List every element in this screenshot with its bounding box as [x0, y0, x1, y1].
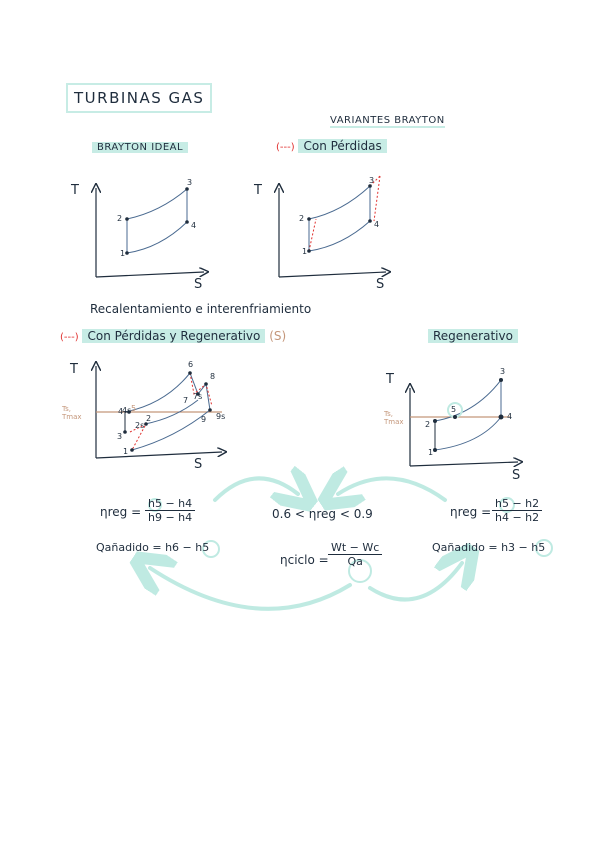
axis-s-2: S [376, 277, 385, 292]
pt-2: 2 [146, 414, 152, 423]
eff-left-fraction [145, 497, 195, 524]
reheat-heading: Recalentamiento e interenfriamiento [90, 302, 312, 316]
pt-1: 1 [120, 249, 126, 258]
con-perdidas-diagram [279, 176, 386, 277]
eff-right-label: ηreg = [450, 505, 492, 519]
eff-right-fraction [492, 497, 542, 524]
pt-4: 4 [118, 407, 124, 416]
pt-7: 7 [183, 396, 189, 405]
eff-right-den: h4 − h2 [495, 511, 540, 524]
curve-1-4 [309, 221, 370, 251]
combined-marker: (---) [60, 332, 79, 343]
regenerativo-heading: Regenerativo [428, 329, 518, 343]
page-title: TURBINAS GAS [66, 83, 212, 113]
s-axis [410, 462, 518, 466]
point-2 [125, 217, 129, 221]
point-2 [307, 217, 311, 221]
axis-t-1: T [71, 183, 79, 198]
combined-tag: (S) [269, 329, 287, 343]
pt-6: 6 [188, 360, 194, 369]
loss-marker: (---) [276, 142, 295, 153]
pt-3: 3 [187, 178, 193, 187]
pt-1: 1 [123, 447, 129, 456]
eff-center-num: Wt − Wc [328, 541, 382, 555]
pt-2: 2 [299, 214, 305, 223]
eff-right-num: h5 − h2 [492, 497, 542, 511]
s-axis [96, 452, 222, 458]
eff-center-label: ηciclo = [280, 553, 329, 567]
pt-7s: 7s [193, 392, 203, 401]
curve-2-3 [435, 380, 501, 421]
pt-5: 5 [131, 404, 137, 413]
pt-3: 3 [117, 432, 123, 441]
combined-label: Con Pérdidas y Regenerativo [82, 329, 265, 343]
axis-t-3: T [70, 362, 78, 377]
eff-left-den: h9 − h4 [148, 511, 193, 524]
eff-range: 0.6 < ηreg < 0.9 [272, 507, 373, 521]
t-max-label-right: Ts, Tmax [384, 410, 404, 426]
q-added-right: Qañadido = h3 − h5 [432, 541, 546, 554]
combined-diagram [96, 366, 222, 458]
curve-2-3 [309, 186, 370, 219]
pt-5: 5 [451, 405, 457, 414]
brayton-ideal-diagram [96, 187, 204, 277]
axis-s-3: S [194, 457, 203, 472]
pt-3: 3 [500, 367, 506, 376]
point-1 [125, 251, 129, 255]
eff-left-label: ηreg = [100, 505, 142, 519]
point-4 [368, 219, 372, 223]
eff-left-num: h5 − h4 [145, 497, 195, 511]
pt-1: 1 [302, 247, 308, 256]
pt-2: 2 [425, 420, 431, 429]
t-max-label-left: Ts, Tmax [62, 405, 82, 421]
con-perdidas-label: Con Pérdidas [298, 139, 386, 153]
curve-1-4 [127, 222, 187, 253]
curve-1-4 [435, 417, 501, 450]
point-1 [307, 249, 311, 253]
point-3 [185, 187, 189, 191]
brayton-ideal-heading: BRAYTON IDEAL [92, 142, 188, 153]
pt-1: 1 [428, 448, 434, 457]
axis-t-2: T [254, 183, 262, 198]
pt-2: 2 [117, 214, 123, 223]
loss-line-3-4 [374, 176, 380, 221]
pt-4s: 4s [122, 406, 132, 415]
pt-2s: 2s [135, 421, 145, 430]
pt-8: 8 [210, 372, 216, 381]
loss-line-1-2 [309, 219, 316, 251]
axis-s-1: S [194, 277, 203, 292]
pt-9: 9 [201, 415, 207, 424]
curve-2-3 [127, 189, 187, 219]
variants-heading: VARIANTES BRAYTON [330, 115, 445, 126]
eff-center-fraction [328, 541, 382, 568]
pt-3: 3 [369, 176, 375, 185]
pt-4: 4 [507, 412, 513, 421]
pt-9s: 9s [216, 412, 226, 421]
point-4 [185, 220, 189, 224]
eff-center-den: Qa [347, 555, 363, 568]
axis-t-4: T [386, 372, 394, 387]
q-added-left: Qañadido = h6 − h5 [96, 541, 210, 554]
s-axis [96, 272, 204, 277]
pt-4: 4 [374, 220, 380, 229]
pt-4: 4 [191, 221, 197, 230]
s-axis [279, 272, 386, 277]
axis-s-4: S [512, 468, 521, 483]
